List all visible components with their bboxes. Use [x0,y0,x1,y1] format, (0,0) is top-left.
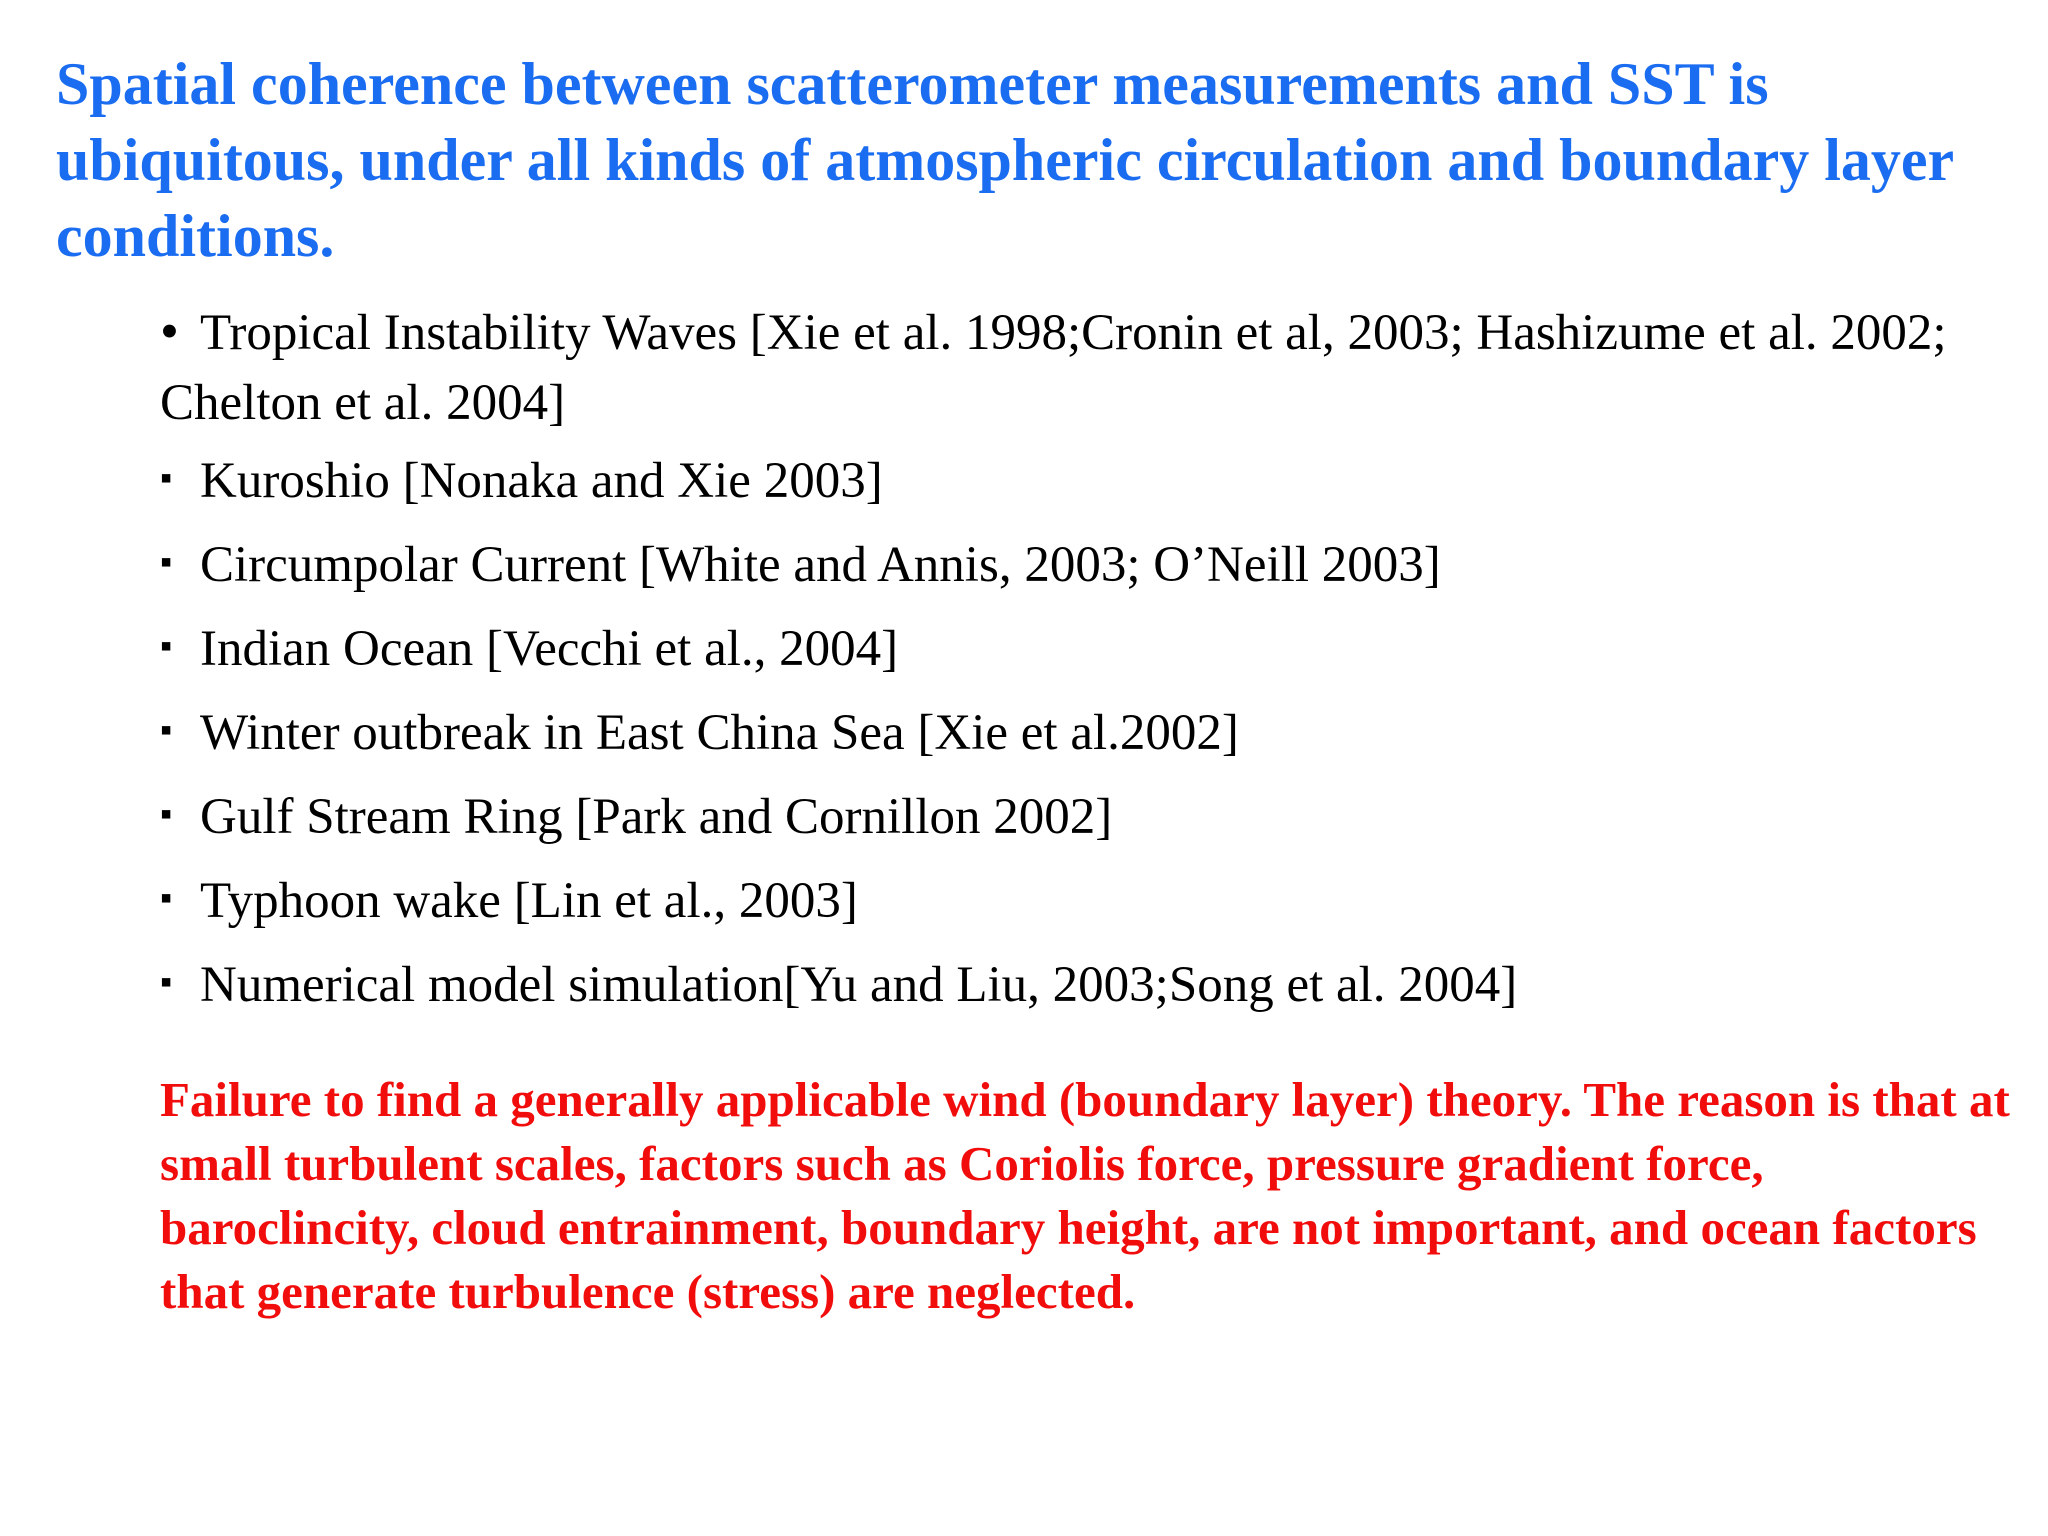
bullet-text: Tropical Instability Waves [Xie et al. 1998;Cronin et al, 2003; Hashizume et al. 2002; Chelton et al. 2004] [160,305,1947,431]
bullet-square-icon: ▪ [160,460,173,497]
bullet-text: Circumpolar Current [White and Annis, 2003; O’Neill 2003] [200,537,1441,593]
bullet-text: Winter outbreak in East China Sea [Xie et al.2002] [200,705,1239,761]
slide-headline: Spatial coherence between scatterometer measurements and SST is ubiquitous, under all kinds of atmospheric circulation and boundary layer conditions. [56,51,1954,269]
bullet-item [160,782,1990,858]
bullet-text: Numerical model simulation[Yu and Liu, 2003;Song et al. 2004] [200,957,1518,1013]
bullet-square-icon: ▪ [160,628,173,665]
bullet-text: Typhoon wake [Lin et al., 2003] [200,873,858,929]
bullet-item [160,530,1990,606]
bullet-item [160,950,1990,1026]
bullet-square-icon: ▪ [160,544,173,581]
bullet-square-icon: ▪ [160,712,173,749]
bullet-item [160,614,1990,690]
bullet-square-icon: ▪ [160,880,173,917]
bullet-text: Kuroshio [Nonaka and Xie 2003] [200,453,883,509]
bullet-item [160,866,1990,942]
bullet-text: Indian Ocean [Vecchi et al., 2004] [200,621,899,677]
bullet-square-icon: ▪ [160,796,173,833]
bullet-item [160,296,1990,438]
bullet-list [160,296,1990,1034]
bullet-dot-icon: • [160,301,179,361]
bullet-text: Gulf Stream Ring [Park and Cornillon 2002] [200,789,1113,845]
bullet-square-icon: ▪ [160,964,173,1001]
bullet-item [160,446,1990,522]
bullet-item [160,698,1990,774]
conclusion-text: Failure to find a generally applicable wind (boundary layer) theory. The reason is that at small turbulent scales, factors such as Coriolis force, pressure gradient force, baroclincity, cloud entrainment, boundary height, are not important, and ocean factors that generate turbulence (stress) are neglected. [160,1072,2010,1319]
